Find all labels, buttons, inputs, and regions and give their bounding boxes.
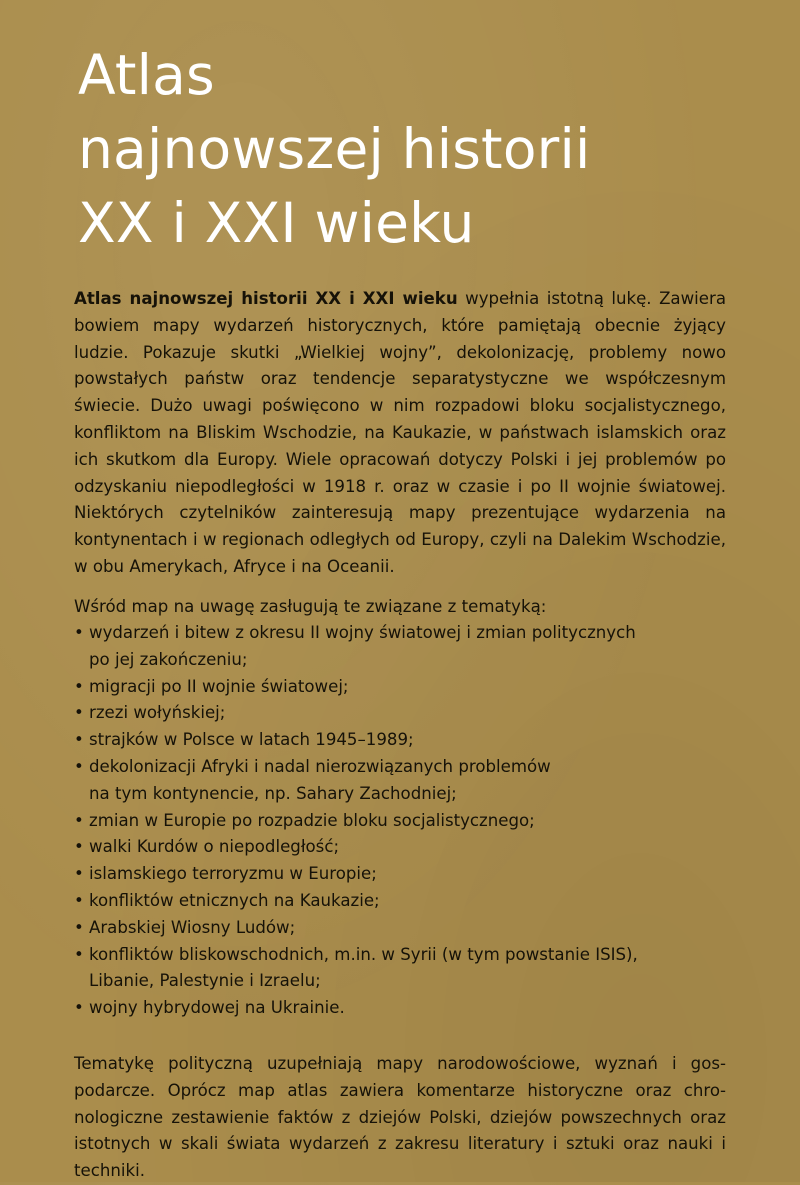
- list-item-line: • migracji po II wojnie światowej;: [89, 676, 349, 696]
- list-item-line: • Arabskiej Wiosny Ludów;: [89, 917, 296, 937]
- list-item-line: • walki Kurdów o niepodległość;: [89, 837, 340, 857]
- description-lead: Atlas najnowszej historii XX i XXI wieku: [74, 289, 458, 308]
- book-title-line-1: Atlas: [78, 43, 215, 107]
- list-item-line: • rzezi wołyńskiej;: [89, 703, 226, 723]
- list-item: [74, 620, 734, 674]
- list-item-line: • wojny hybrydowej na Ukrainie.: [89, 998, 345, 1018]
- list-item: [74, 754, 734, 808]
- list-item-line: • strajków w Polsce w latach 1945–1989;: [89, 730, 414, 750]
- list-item-line: na tym kontynencie, np. Sahary Zachodniej;: [89, 783, 457, 803]
- list-item-line: • konfliktów etnicznych na Kaukazie;: [89, 890, 380, 910]
- list-item: [74, 995, 734, 1022]
- list-item-line: • zmian w Europie po rozpadzie bloku socjalistycznego;: [89, 810, 535, 830]
- list-item-line: • wydarzeń i bitew z okresu II wojny światowej i zmian politycznych: [89, 623, 636, 642]
- list-item-line: • islamskiego terroryzmu w Europie;: [89, 864, 377, 884]
- list-item: [74, 861, 734, 888]
- description-text: wypełnia istotną lukę. Zawiera bowiem mapy wydarzeń historycznych, które pamiętają obecnie żyjący ludzie. Pokazuje skutki „Wielkiej wojny”, dekolonizację, problemy nowo powstałych państw oraz tendencje separatystyczne we współczesnym świecie. Dużo uwagi poświęcono w nim rozpadowi bloku socjalistycznego, konfliktom na Bliskim Wschodzie, na Kaukazie, w państwach islamskich oraz ich skutkom dla Europy. Wiele opracowań dotyczy Polski i jej problemów po odzyskaniu niepodległości w 1918 r. oraz w czasie i po II wojnie światowej. Niektórych czytelników zainteresują mapy prezentujące wydarzenia na kontynentach i w regionach odległych od Europy, czyli na Dalekim Wschodzie, w obu Amerykach, Afryce i na Oceanii.: [74, 289, 726, 576]
- list-item: [74, 808, 734, 835]
- list-item-line: Libanie, Palestynie i Izraelu;: [89, 971, 321, 991]
- list-item: [74, 834, 734, 861]
- list-item: [74, 915, 734, 942]
- list-item: [74, 727, 734, 754]
- list-item: [74, 888, 734, 915]
- book-title-line-2: najnowszej historii: [78, 117, 591, 181]
- summary-paragraph: Tematykę polityczną uzupełniają mapy narodowościowe, wyznań i gospodarcze. Oprócz map atlas zawiera komentarze historyczne oraz chronologiczne zestawienie faktów z dziejów Polski, dziejów powszechnych oraz istotnych w skali świata wydarzeń z zakresu literatury i sztuki oraz nauki i techniki.: [74, 1054, 726, 1181]
- list-item-line: po jej zakończeniu;: [89, 649, 248, 669]
- book-title: [78, 38, 590, 260]
- list-item: [74, 700, 734, 727]
- list-item: [74, 942, 734, 996]
- book-title-line-3: XX i XXI wieku: [78, 191, 475, 255]
- list-item-line: • dekolonizacji Afryki i nadal nierozwiązanych problemów: [89, 756, 551, 776]
- map-topics-intro: Wśród map na uwagę zasługują te związane z tematyką:: [74, 597, 547, 616]
- list-item-line: • konfliktów bliskowschodnich, m.in. w Syrii (w tym powstanie ISIS),: [89, 944, 638, 964]
- description-paragraph: [74, 286, 726, 581]
- map-topics-list: [74, 620, 734, 1022]
- list-item: [74, 674, 734, 701]
